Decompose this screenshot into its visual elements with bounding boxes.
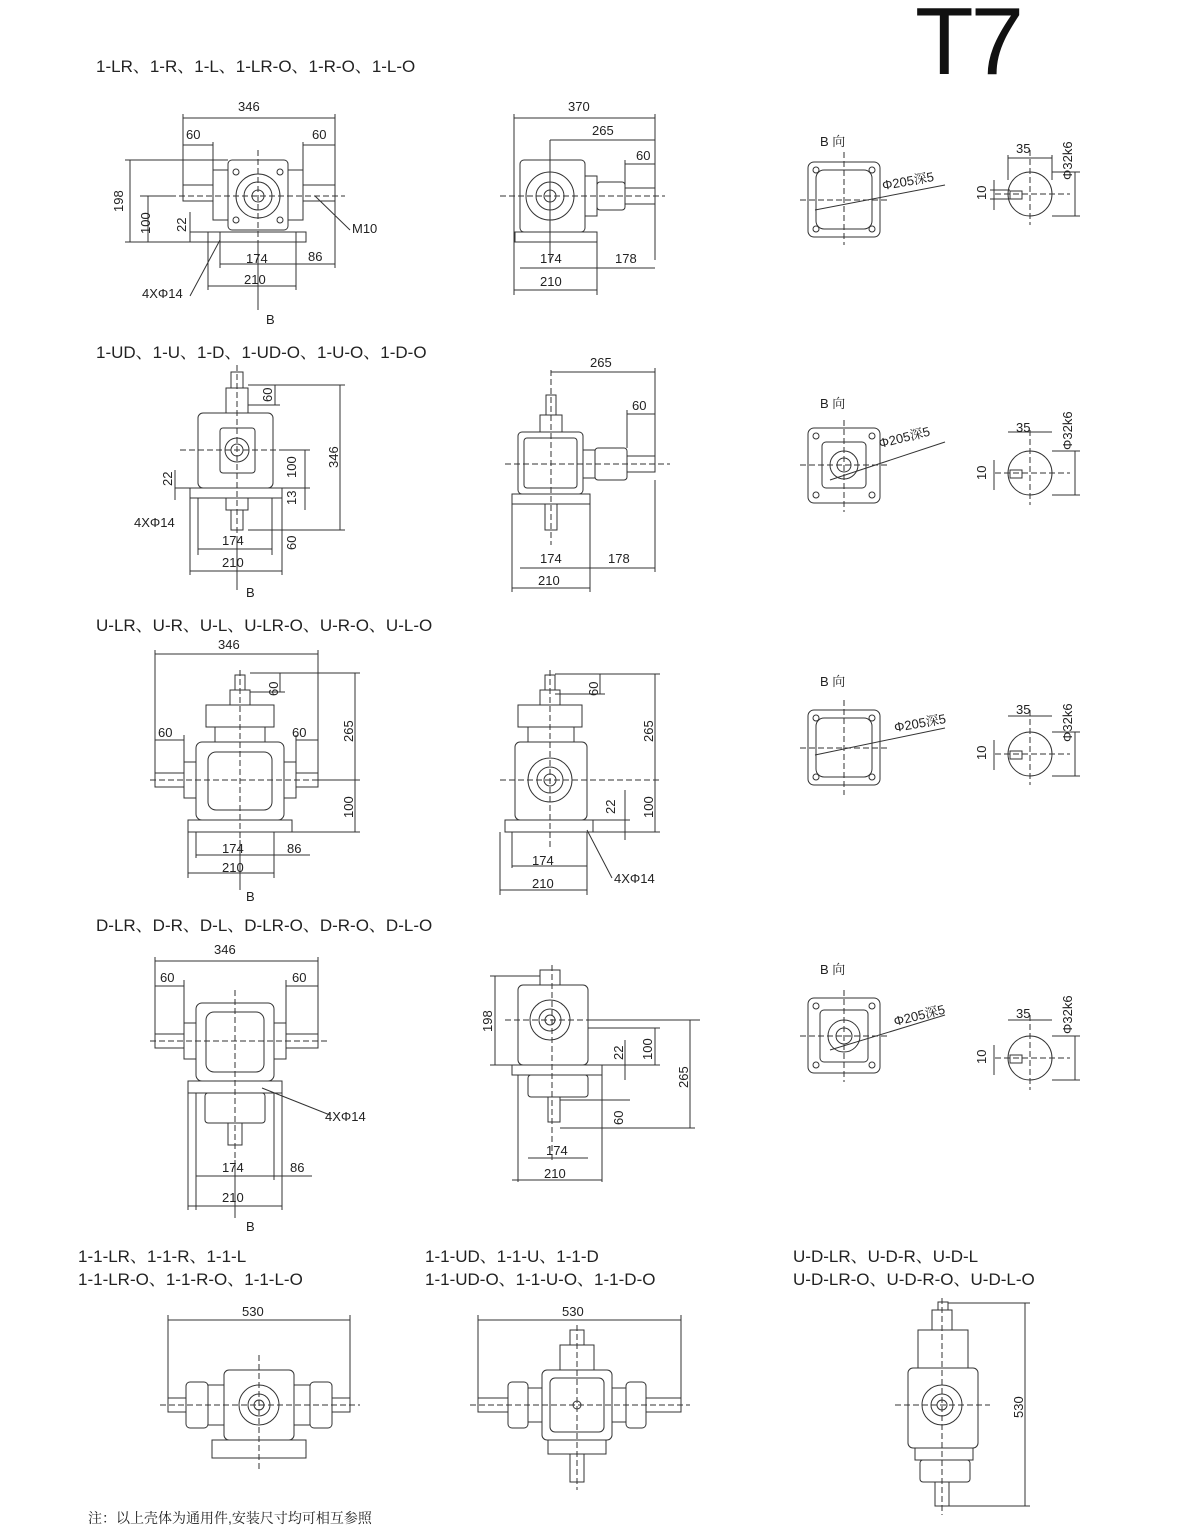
dim-60: 60: [586, 681, 601, 696]
dim-86: 86: [287, 841, 302, 856]
group-label-2: 1-UD、1-U、1-D、1-UD-O、1-U-O、1-D-O: [96, 343, 427, 362]
view-dlr-flange: [800, 990, 945, 1082]
dim-60: 60: [312, 127, 327, 142]
view-ulr-side: [500, 670, 660, 895]
dim-210: 210: [538, 573, 560, 588]
shaft-label: Φ32k6: [1060, 995, 1075, 1034]
dim-174: 174: [546, 1143, 568, 1158]
dim-530: 530: [1011, 1396, 1026, 1418]
dim-100: 100: [138, 212, 153, 234]
dim-22: 22: [611, 1045, 626, 1060]
bottom-label-1a: 1-1-LR、1-1-R、1-1-L: [78, 1247, 247, 1266]
dim-370: 370: [568, 99, 590, 114]
dim-60: 60: [632, 398, 647, 413]
dim-holes: 4XΦ14: [614, 871, 655, 886]
dim-b: B: [246, 889, 255, 904]
dim-210: 210: [222, 555, 244, 570]
group-label-4: D-LR、D-R、D-L、D-LR-O、D-R-O、D-L-O: [96, 916, 433, 935]
dim-210: 210: [244, 272, 266, 287]
flange-label: Φ205深5: [892, 1001, 947, 1029]
dim-holes: 4XΦ14: [134, 515, 175, 530]
dim-346: 346: [326, 446, 341, 468]
dim-13: 13: [284, 490, 299, 505]
dim-174: 174: [222, 841, 244, 856]
view-1lr-flange: [800, 152, 945, 245]
dim-35: 35: [1016, 702, 1031, 717]
dim-178: 178: [615, 251, 637, 266]
dim-174: 174: [246, 251, 268, 266]
dim-198: 198: [111, 190, 126, 212]
dim-86: 86: [308, 249, 323, 264]
dim-178: 178: [608, 551, 630, 566]
bottom-label-1b: 1-1-LR-O、1-1-R-O、1-1-L-O: [78, 1270, 303, 1289]
dim-210: 210: [540, 274, 562, 289]
dim-60: 60: [636, 148, 651, 163]
dim-b: B: [266, 312, 275, 327]
dim-60: 60: [186, 127, 201, 142]
dim-10: 10: [974, 745, 989, 760]
shaft-label: Φ32k6: [1060, 411, 1075, 450]
dim-174: 174: [222, 1160, 244, 1175]
dimension-labels: [111, 99, 1075, 1418]
bottom-label-3b: U-D-LR-O、U-D-R-O、U-D-L-O: [793, 1270, 1035, 1289]
view-udlr: [895, 1298, 1030, 1515]
flange-label: Φ205深5: [877, 423, 932, 451]
dim-10: 10: [974, 465, 989, 480]
flange-label: Φ205深5: [880, 169, 936, 193]
b-view-label: B 向: [820, 962, 846, 977]
dim-265: 265: [641, 720, 656, 742]
dim-210: 210: [222, 860, 244, 875]
dim-60: 60: [292, 970, 307, 985]
dim-530: 530: [242, 1304, 264, 1319]
dim-100: 100: [640, 1038, 655, 1060]
dim-100: 100: [641, 796, 656, 818]
dim-60: 60: [292, 725, 307, 740]
dim-22: 22: [160, 471, 175, 486]
dim-60: 60: [260, 387, 275, 402]
view-11ud: [470, 1315, 690, 1490]
footnote: 注：以上壳体为通用件,安装尺寸均可相互参照: [88, 1510, 372, 1526]
bottom-label-3a: U-D-LR、U-D-R、U-D-L: [793, 1247, 979, 1266]
shaft-label: Φ32k6: [1060, 141, 1075, 180]
dim-210: 210: [222, 1190, 244, 1205]
dim-174: 174: [222, 533, 244, 548]
dim-346: 346: [214, 942, 236, 957]
dim-100: 100: [341, 796, 356, 818]
dim-60: 60: [266, 681, 281, 696]
view-1lr-side: [500, 114, 665, 295]
view-11lr: [160, 1315, 360, 1470]
view-ulr-front: [150, 650, 360, 890]
view-dlr-front: [150, 957, 330, 1218]
group-label-1: 1-LR、1-R、1-L、1-LR-O、1-R-O、1-L-O: [96, 57, 416, 76]
dim-35: 35: [1016, 1006, 1031, 1021]
dim-60: 60: [160, 970, 175, 985]
dim-holes: 4XΦ14: [142, 286, 183, 301]
dim-10: 10: [974, 1049, 989, 1064]
flange-label: Φ205深5: [892, 711, 948, 735]
dim-35: 35: [1016, 420, 1031, 435]
dim-22: 22: [603, 799, 618, 814]
bottom-label-2b: 1-1-UD-O、1-1-U-O、1-1-D-O: [425, 1270, 656, 1289]
dim-265: 265: [592, 123, 614, 138]
dim-210: 210: [544, 1166, 566, 1181]
dim-198: 198: [480, 1010, 495, 1032]
dim-86: 86: [290, 1160, 305, 1175]
dim-60: 60: [611, 1110, 626, 1125]
group-label-3: U-LR、U-R、U-L、U-LR-O、U-R-O、U-L-O: [96, 616, 433, 635]
dim-b: B: [246, 585, 255, 600]
page-title: T7: [915, 0, 1022, 95]
dim-346: 346: [238, 99, 260, 114]
dim-b: B: [246, 1219, 255, 1234]
dim-holes: 4XΦ14: [325, 1109, 366, 1124]
dim-22: 22: [174, 217, 189, 232]
b-view-label: B 向: [820, 674, 846, 689]
shaft-label: Φ32k6: [1060, 703, 1075, 742]
view-dlr-side: [490, 965, 700, 1182]
bottom-label-2a: 1-1-UD、1-1-U、1-1-D: [425, 1247, 599, 1266]
dim-346: 346: [218, 637, 240, 652]
dim-10: 10: [974, 185, 989, 200]
dim-60: 60: [284, 535, 299, 550]
dim-265: 265: [676, 1066, 691, 1088]
dim-210: 210: [532, 876, 554, 891]
dim-530: 530: [562, 1304, 584, 1319]
dim-100: 100: [284, 456, 299, 478]
dim-174: 174: [540, 551, 562, 566]
b-view-label: B 向: [820, 134, 846, 149]
dim-265: 265: [341, 720, 356, 742]
b-view-label: B 向: [820, 396, 846, 411]
dim-60: 60: [158, 725, 173, 740]
dim-265: 265: [590, 355, 612, 370]
dim-174: 174: [540, 251, 562, 266]
dim-174: 174: [532, 853, 554, 868]
view-1lr-front: [125, 114, 350, 310]
dim-35: 35: [1016, 141, 1031, 156]
dim-m10: M10: [352, 221, 378, 236]
